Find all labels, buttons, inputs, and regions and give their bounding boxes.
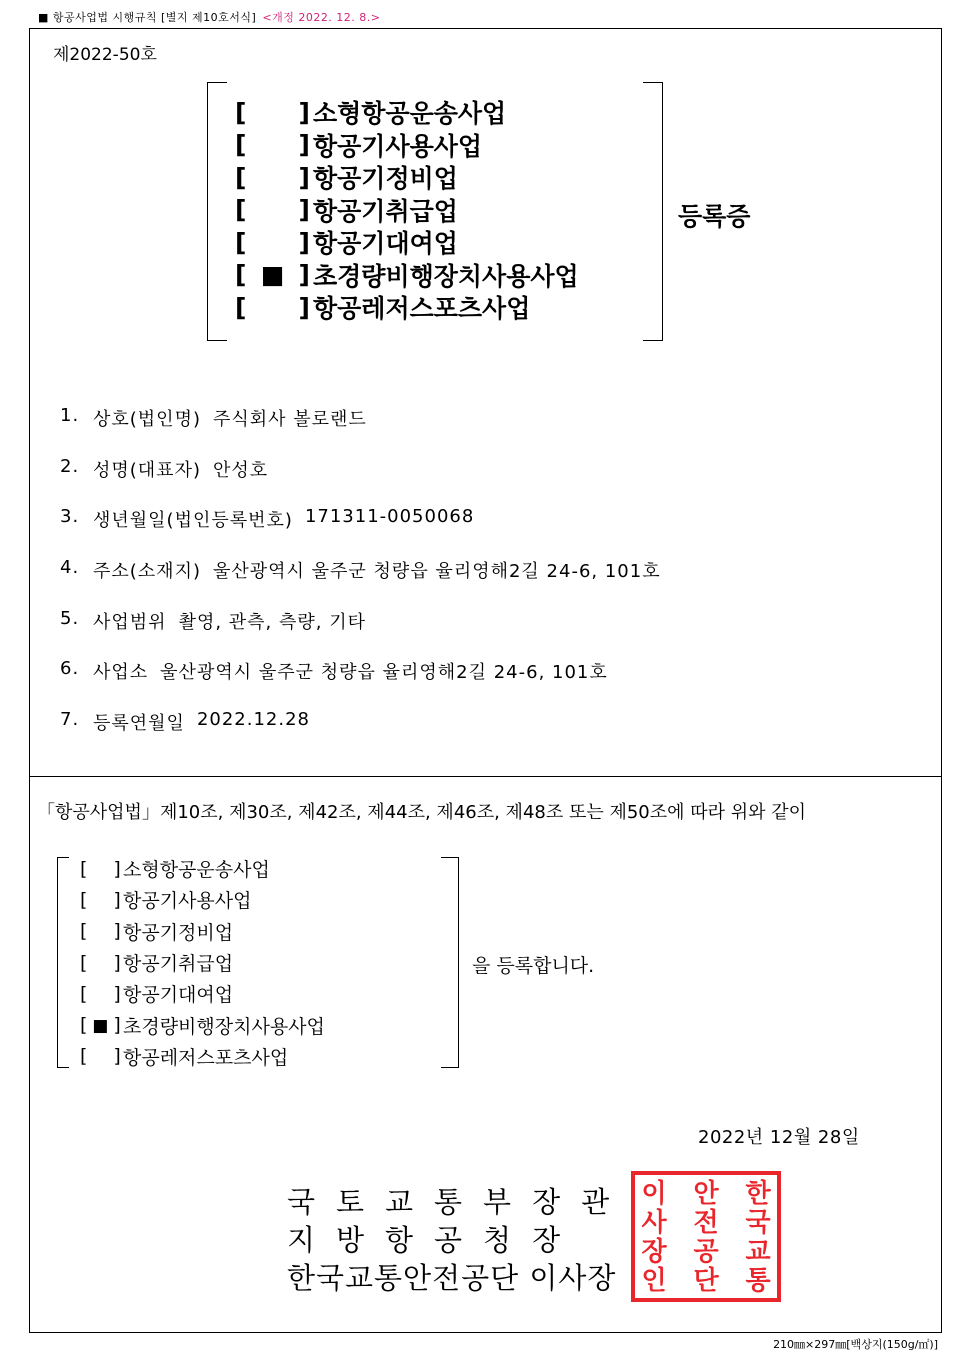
field-number: 1.	[60, 405, 80, 426]
field-label: 생년월일(법인등록번호)	[93, 510, 293, 532]
checkbox: [ ]	[80, 951, 121, 974]
field-value: 2022.12.28	[196, 709, 311, 731]
business-type-label: 초경량비행장치사용사업	[313, 261, 579, 291]
seal-character: 이	[641, 1179, 667, 1209]
field-number: 5.	[60, 607, 80, 629]
field-number: 7.	[60, 709, 80, 731]
registered-type-label: 초경량비행장치사용사업	[123, 1015, 325, 1038]
registered-type-label: 항공기대여업	[123, 984, 234, 1007]
business-type-row	[235, 96, 579, 129]
field-row	[60, 608, 661, 659]
seal-character: 한	[745, 1179, 771, 1209]
legal-basis-text: 「항공사업법」제10조, 제30조, 제42조, 제44조, 제46조, 제48조 또는 제50조에 따라 위와 같이	[37, 802, 807, 823]
checkbox: [ ]	[80, 857, 121, 880]
registered-type-list	[80, 853, 325, 1072]
checkbox: [ ]	[235, 162, 310, 192]
business-type-row	[235, 161, 579, 194]
registered-type-label: 소형항공운송사업	[123, 859, 270, 882]
seal-character: 안	[693, 1179, 719, 1209]
field-label: 사업소	[93, 662, 149, 684]
field-number: 4.	[60, 557, 80, 579]
document-number: 제2022-50호	[53, 45, 157, 65]
official-seal-stamp	[630, 1170, 782, 1303]
registered-type-row	[80, 947, 325, 978]
field-value: 171311-0050068	[304, 506, 475, 528]
registered-type-label: 항공레저스포츠사업	[123, 1046, 289, 1069]
field-row	[60, 658, 661, 709]
check-mark: ■	[260, 260, 285, 290]
checkbox: [ ]	[235, 227, 310, 257]
business-type-row	[235, 259, 579, 292]
checkbox: [ ]	[235, 195, 310, 225]
seal-character: 단	[693, 1266, 719, 1296]
issue-date: 2022년 12월 28일	[698, 1127, 860, 1148]
certificate-title: 등록증	[678, 202, 751, 231]
field-label: 상호(법인명)	[93, 409, 201, 430]
checkbox: [ ]	[80, 888, 121, 911]
checkbox: [ ■ ]	[235, 260, 310, 290]
seal-character: 통	[745, 1266, 771, 1296]
seal-character: 교	[745, 1237, 771, 1267]
business-type-label: 항공레저스포츠사업	[313, 294, 531, 324]
issuer-block	[287, 1183, 631, 1297]
registered-type-row	[80, 978, 325, 1009]
registered-type-row	[80, 916, 325, 947]
registration-fields	[60, 405, 661, 760]
business-type-label: 항공기취급업	[313, 196, 458, 226]
issuer-regional-office: 지방항공청장	[287, 1223, 582, 1257]
checkbox: [ ]	[80, 982, 121, 1005]
business-type-label: 항공기사용사업	[313, 131, 483, 161]
paper-spec-footer: 210㎜×297㎜[백상지(150g/㎡)]	[773, 1338, 938, 1351]
business-type-label: 소형항공운송사업	[313, 99, 507, 129]
registered-type-row	[80, 853, 325, 884]
field-row	[60, 709, 661, 760]
issuer-kotsa: 한국교통안전공단 이사장	[287, 1261, 617, 1295]
seal-character: 전	[693, 1208, 719, 1238]
registered-type-row	[80, 1009, 325, 1040]
field-number: 6.	[60, 658, 80, 680]
registered-type-row	[80, 884, 325, 915]
field-row	[60, 506, 661, 557]
checkbox: [ ]	[235, 97, 310, 127]
field-value: 주식회사 볼로랜드	[213, 409, 367, 430]
field-label: 주소(소재지)	[93, 561, 201, 583]
checkbox: [ ]	[235, 292, 310, 322]
issuer-minister: 국토교통부장관	[287, 1185, 631, 1219]
registered-type-label: 항공기취급업	[123, 953, 234, 976]
field-value: 안성호	[213, 459, 269, 481]
checkbox: [ ■ ]	[80, 1014, 121, 1037]
field-value: 울산광역시 울주군 청량읍 율리영해2길 24-6, 101호	[160, 662, 608, 684]
field-row	[60, 557, 661, 608]
field-number: 3.	[60, 506, 80, 528]
field-label: 등록연월일	[93, 713, 185, 735]
amendment-note: <개정 2022. 12. 8.>	[262, 11, 381, 24]
checkbox: [ ]	[80, 920, 121, 943]
seal-character: 국	[745, 1208, 771, 1238]
seal-character: 인	[641, 1266, 667, 1296]
field-value: 촬영, 관측, 측량, 기타	[178, 611, 366, 633]
section-divider	[29, 776, 942, 777]
business-type-label: 항공기정비업	[313, 164, 458, 194]
business-type-row	[235, 194, 579, 227]
business-type-row	[235, 129, 579, 162]
business-type-label: 항공기대여업	[313, 229, 458, 259]
seal-character: 사	[641, 1208, 667, 1238]
business-type-row	[235, 226, 579, 259]
field-label: 성명(대표자)	[93, 459, 201, 481]
field-row	[60, 405, 661, 456]
form-reference	[38, 9, 381, 25]
field-value: 울산광역시 울주군 청량읍 율리영해2길 24-6, 101호	[213, 561, 661, 583]
field-label: 사업범위	[93, 611, 167, 633]
registered-type-row	[80, 1041, 325, 1072]
checkbox: [ ]	[235, 130, 310, 160]
registered-type-label: 항공기정비업	[123, 921, 234, 944]
register-statement: 을 등록합니다.	[472, 955, 595, 977]
business-type-row	[235, 291, 579, 324]
checkbox: [ ]	[80, 1045, 121, 1068]
check-mark: ■	[92, 1016, 109, 1037]
form-ref-text: ■ 항공사업법 시행규칙 [별지 제10호서식]	[38, 11, 257, 24]
business-type-list	[235, 96, 579, 324]
seal-character: 장	[641, 1237, 667, 1267]
registered-type-label: 항공기사용사업	[123, 890, 252, 913]
field-number: 2.	[60, 455, 80, 477]
field-row	[60, 456, 661, 507]
seal-character: 공	[693, 1237, 719, 1267]
